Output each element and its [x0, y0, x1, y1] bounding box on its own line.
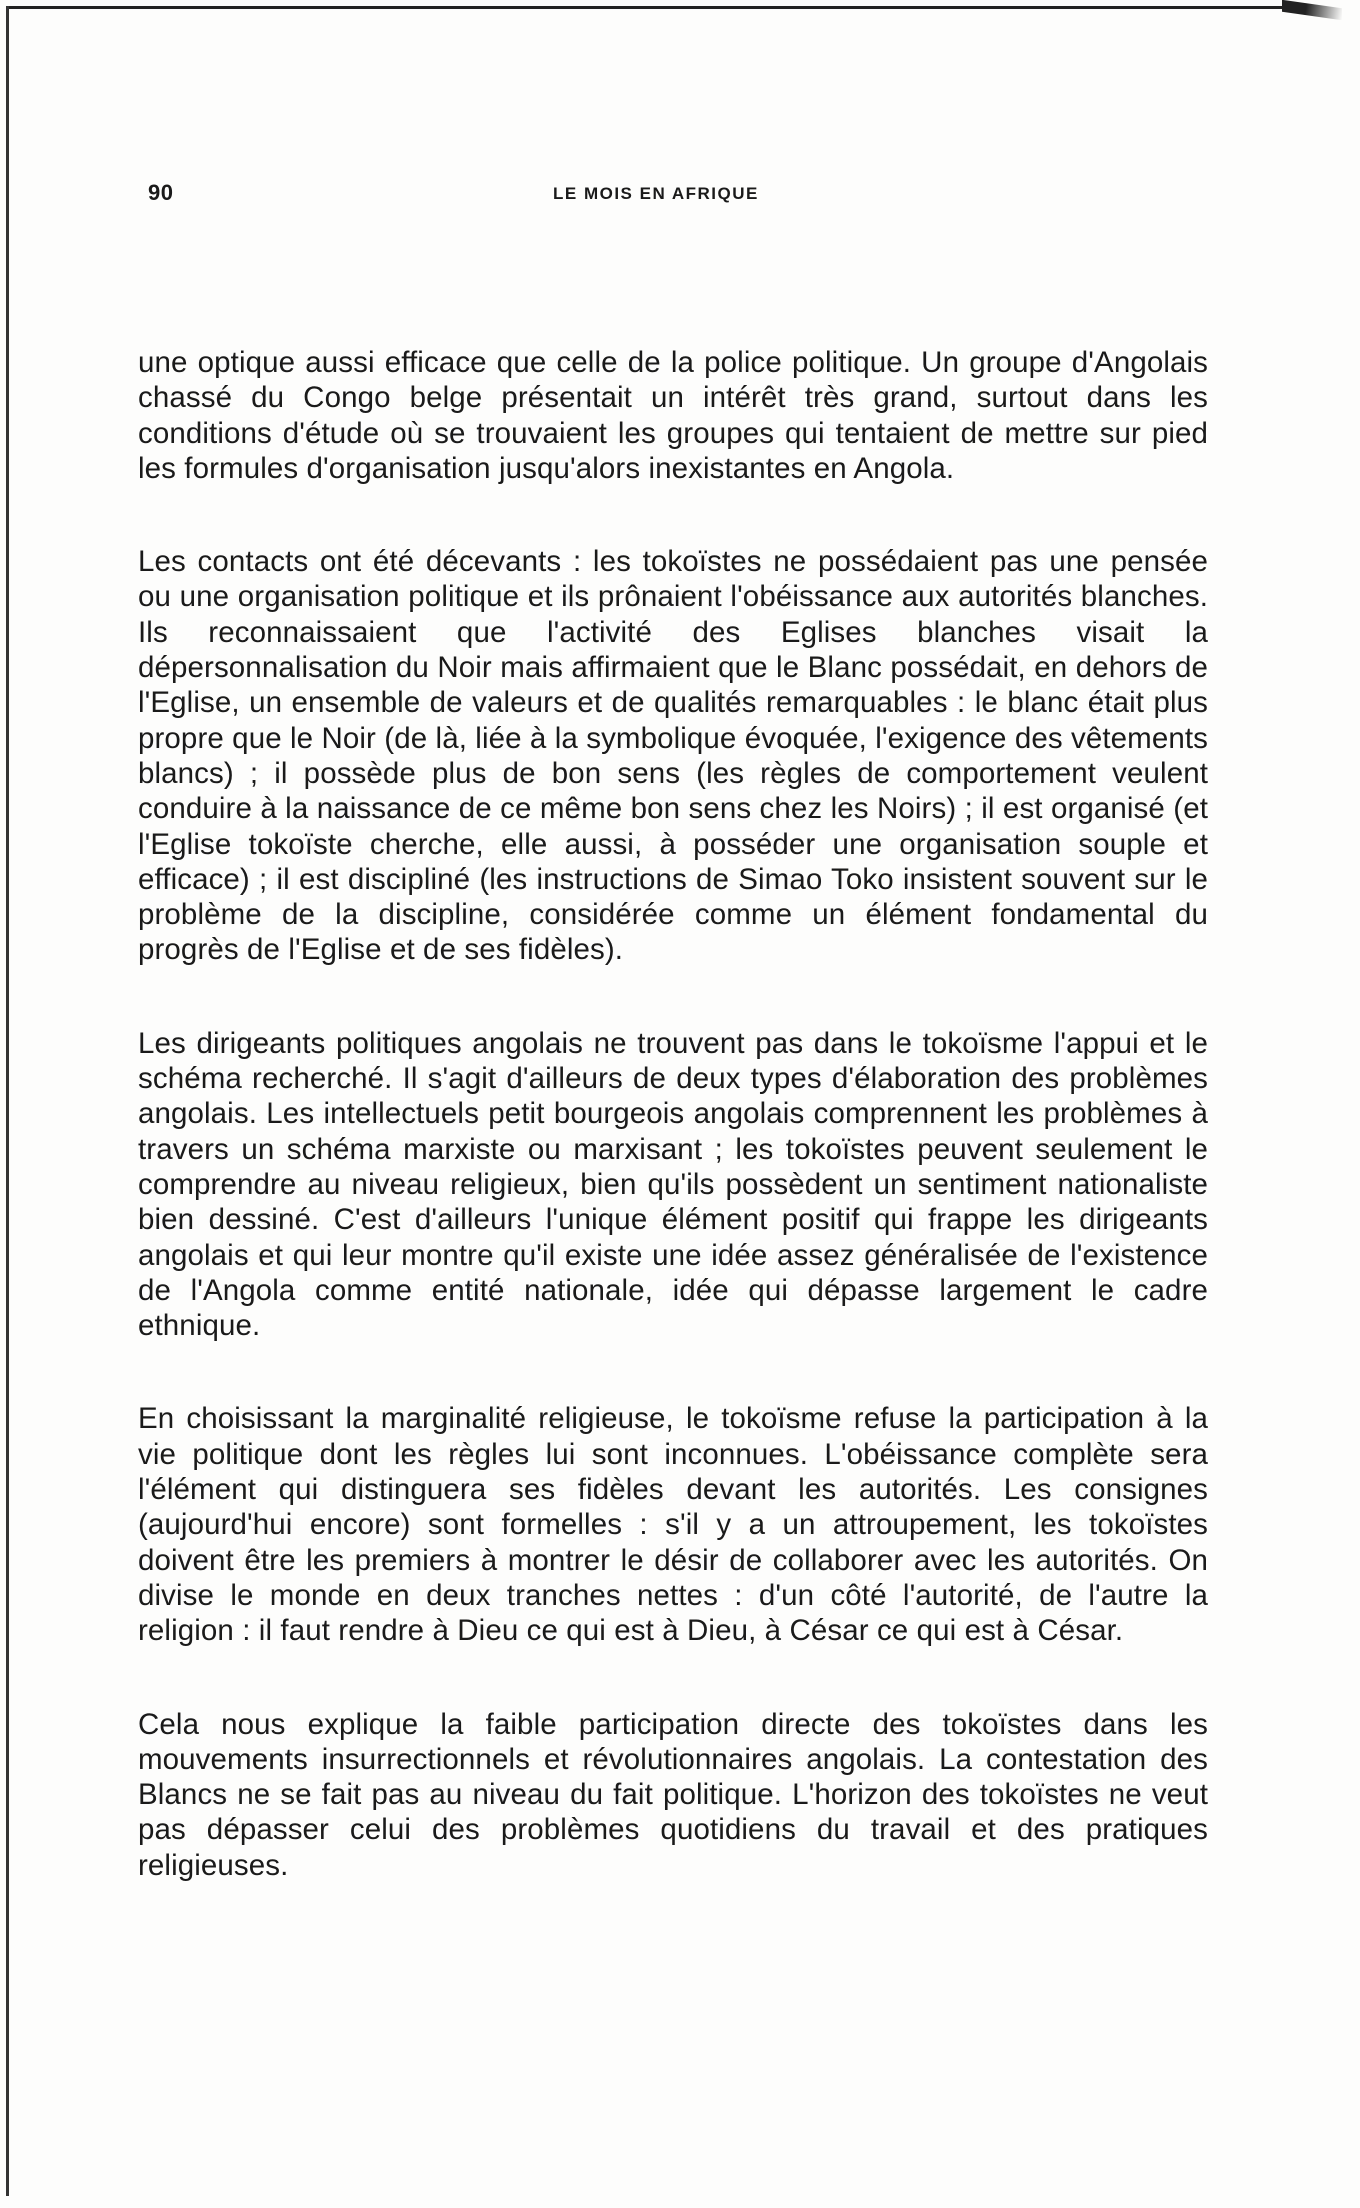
scan-edge-mark: [1282, 0, 1342, 20]
paragraph-5: Cela nous explique la faible participation directe des tokoïstes dans les mouvements insurrectionnels et révolutionnaires angolais. La contestation des Blancs ne se fait pas au niveau du fait politique. L'horizon des tokoïstes ne veut pas dépasser celui des problèmes quotidiens du travail et des pratiques religieuses.: [138, 1707, 1208, 1882]
scan-edge-top: [6, 6, 1306, 9]
body-text: [138, 345, 1208, 1883]
paragraph-2: Les contacts ont été décevants : les tokoïstes ne possédaient pas une pensée ou une organisation politique et ils prônaient l'obéissance aux autorités blanches. Ils reconnaissaient que l'activité des Eglises blanches visait la dépersonnalisation du Noir mais affirmaient que le Blanc possédait, en dehors de l'Eglise, un ensemble de valeurs et de qualités remarquables : le blanc était plus propre que le Noir (de là, liée à la symbolique évoquée, l'exigence des vêtements blancs) ; il possède plus de bon sens (les règles de comportement veulent conduire à la naissance de ce même bon sens chez les Noirs) ; il est organisé (et l'Eglise tokoïste cherche, elle aussi, à posséder une organisation souple et efficace) ; il est discipliné (les instructions de Simao Toko insistent souvent sur le problème de la discipline, considérée comme un élément fondamental du progrès de l'Eglise et de ses fidèles).: [138, 545, 1208, 967]
page-header: [148, 180, 1218, 210]
paragraph-4: En choisissant la marginalité religieuse, le tokoïsme refuse la participation à la vie politique dont les règles lui sont inconnues. L'obéissance complète sera l'élément qui distinguera ses fidèles devant les autorités. Les consignes (aujourd'hui encore) sont formelles : s'il y a un attroupement, les tokoïstes doivent être les premiers à montrer le désir de collaborer avec les autorités. On divise le monde en deux tranches nettes : d'un côté l'autorité, de l'autre la religion : il faut rendre à Dieu ce qui est à Dieu, à César ce qui est à César.: [138, 1402, 1208, 1648]
running-head: LE MOIS EN AFRIQUE: [553, 184, 759, 203]
paragraph-1: une optique aussi efficace que celle de la police politique. Un groupe d'Angolais chassé du Congo belge présentait un intérêt très grand, surtout dans les conditions d'étude où se trouvaient les groupes qui tentaient de mettre sur pied les formules d'organisation jusqu'alors inexistantes en Angola.: [138, 346, 1208, 485]
scan-edge-left: [6, 6, 9, 2196]
paragraph-3: Les dirigeants politiques angolais ne trouvent pas dans le tokoïsme l'appui et le schéma recherché. Il s'agit d'ailleurs de deux types d'élaboration des problèmes angolais. Les intellectuels petit bourgeois angolais comprennent les problèmes à travers un schéma marxiste ou marxisant ; les tokoïstes peuvent seulement le comprendre au niveau religieux, bien qu'ils possèdent un sentiment nationaliste bien dessiné. C'est d'ailleurs l'unique élément positif qui frappe les dirigeants angolais et qui leur montre qu'il existe une idée assez généralisée de l'existence de l'Angola comme entité nationale, idée qui dépasse largement le cadre ethnique.: [138, 1026, 1208, 1343]
page-number: 90: [148, 180, 174, 205]
